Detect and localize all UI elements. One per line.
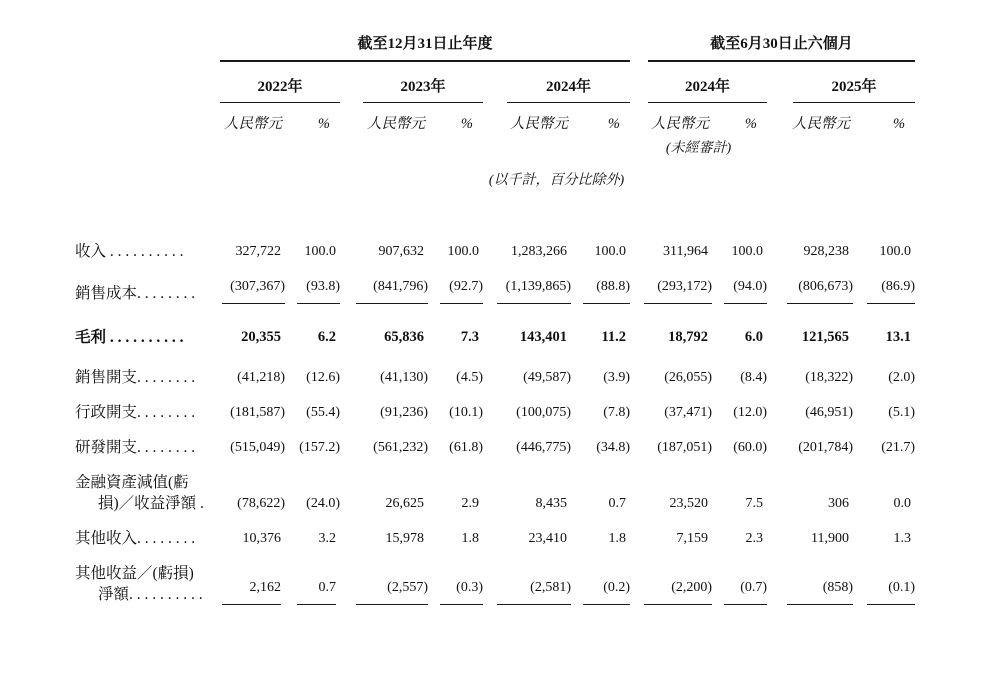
percent-cell: 2.9 [461,496,479,511]
financial-table [75,26,915,605]
percent-cell: 11.2 [601,329,627,345]
label-column-head [75,26,220,62]
value-cell: (46,951) [805,405,854,420]
value-cell: 26,625 [385,496,424,511]
scale-note-row [75,157,915,189]
row-label: 收入 . . . . . . . . . . [75,243,184,260]
value-cell: (26,055) [664,370,713,385]
value-cell: (41,130) [380,370,428,385]
table-row-other-gains-losses-net [75,549,915,605]
unit-header-amount: 人民幣元 [792,116,851,132]
value-cell: (515,049) [230,440,285,455]
unit-header-row [75,103,915,133]
row-label: 毛利 . . . . . . . . . . [75,329,184,346]
percent-cell: (92.7) [428,262,483,304]
percent-cell: (2.0) [888,370,916,385]
value-cell: (2,581) [483,549,571,605]
percent-cell: 1.8 [461,531,479,546]
unit-header-amount: 人民幣元 [651,116,710,132]
value-cell: 1,283,266 [511,244,567,259]
percent-cell: (5.1) [888,405,916,420]
header-body-spacer [75,189,915,227]
row-label: 銷售成本. . . . . . . . [75,285,196,302]
value-cell: 10,376 [242,531,281,546]
year-header-2025: 2025年 [767,62,915,103]
year-header-2023: 2023年 [340,62,483,103]
year-header-2022: 2022年 [220,62,340,103]
value-cell: 11,900 [811,531,850,546]
percent-cell: 3.2 [318,531,336,546]
period-header-interim [630,26,915,62]
table-row-other-income [75,514,915,549]
percent-cell: (86.9) [853,262,915,304]
percent-cell: 100.0 [304,244,336,259]
percent-cell: 100.0 [731,244,764,259]
value-cell: 20,355 [241,329,281,345]
value-cell: (181,587) [230,405,285,420]
table-row-gross-profit [75,304,915,353]
unit-header-amount: 人民幣元 [224,116,282,132]
percent-cell: (12.0) [733,405,768,420]
value-cell: 65,836 [384,329,424,345]
unaudited-note-row [75,133,915,157]
row-label: 銷售開支. . . . . . . . [75,369,196,386]
row-label: 其他收益／(虧損) 淨額. . . . . . . . . . [75,565,203,603]
value-cell: (41,218) [237,370,285,385]
note-unaudited: (未經審計) [665,141,732,156]
period-header-row [75,26,915,62]
value-cell: (446,775) [516,440,571,455]
note-scale: (以千計，百分比除外) [488,173,625,188]
value-cell: 306 [828,496,850,511]
year-header-2024: 2024年 [483,62,630,103]
table-row-rd-expenses [75,423,915,458]
percent-cell: (4.5) [456,370,483,385]
percent-cell: 2.3 [745,531,764,546]
percent-cell: 0.7 [608,496,627,511]
year-header-row [75,62,915,103]
value-cell: (1,139,865) [483,262,571,304]
percent-cell: 100.0 [879,244,912,259]
row-label: 其他收入. . . . . . . . [75,530,196,547]
percent-cell: 7.3 [460,329,479,345]
value-cell: 311,964 [663,244,709,259]
percent-cell: (60.0) [733,440,768,455]
percent-cell: (3.9) [603,370,631,385]
row-label: 研發開支. . . . . . . . [75,439,196,456]
table-row-cost-of-sales [75,262,915,304]
unit-header-percent: % [460,116,473,132]
percent-cell: (61.8) [449,440,483,455]
value-cell: (187,051) [657,440,713,455]
percent-cell: (94.0) [712,262,767,304]
value-cell: 327,722 [235,244,281,259]
value-cell: (841,796) [340,262,428,304]
percent-cell: (93.8) [285,262,340,304]
table-body [75,189,915,605]
value-cell: (2,557) [340,549,428,605]
percent-cell: (21.7) [881,440,916,455]
period-header-annual [220,26,630,62]
table-row-selling-expenses [75,353,915,388]
value-cell: (91,236) [380,405,428,420]
value-cell: 143,401 [519,329,567,345]
percent-cell: 1.3 [893,531,912,546]
value-cell: (307,367) [220,262,285,304]
percent-cell: 100.0 [447,244,479,259]
unit-header-amount: 人民幣元 [510,116,568,132]
value-cell: (2,200) [630,549,712,605]
percent-cell: (12.6) [306,370,340,385]
unit-header-amount: 人民幣元 [367,116,425,132]
value-cell: (18,322) [805,370,854,385]
percent-cell: (88.8) [571,262,630,304]
percent-cell: 7.5 [745,496,764,511]
percent-cell: (8.4) [740,370,768,385]
unit-header-percent: % [744,116,758,132]
unit-header-percent: % [317,116,330,132]
percent-cell: (34.8) [596,440,631,455]
period-annual-title: 截至12月31日止年度 [220,32,630,62]
value-cell: (561,232) [373,440,428,455]
percent-cell: (7.8) [603,405,631,420]
percent-cell: 6.0 [744,329,764,345]
value-cell: 15,978 [385,531,424,546]
unit-header-percent: % [607,116,621,132]
percent-cell: (0.7) [712,549,767,605]
percent-cell: (157.2) [299,440,340,455]
value-cell: (100,075) [516,405,571,420]
percent-cell: 0.0 [893,496,912,511]
percent-cell: (0.3) [428,549,483,605]
value-cell: 18,792 [668,329,709,345]
value-cell: (293,172) [630,262,712,304]
percent-cell: (10.1) [449,405,483,420]
value-cell: (78,622) [237,496,285,511]
percent-cell: (55.4) [306,405,340,420]
percent-cell: 6.2 [317,329,336,345]
period-interim-title: 截至6月30日止六個月 [648,32,915,62]
value-cell: 23,410 [528,531,567,546]
value-cell: 928,238 [803,244,850,259]
percent-cell: 13.1 [885,329,912,345]
value-cell: (806,673) [767,262,853,304]
value-cell: 8,435 [535,496,567,511]
value-cell: (37,471) [664,405,713,420]
percent-cell: 1.8 [608,531,627,546]
row-label: 行政開支. . . . . . . . [75,404,196,421]
percent-cell: 0.7 [285,549,340,605]
value-cell: (858) [767,549,853,605]
table-row-impairment-net [75,458,915,514]
row-label: 金融資產減值(虧 損)／收益淨額 . [75,474,204,512]
value-cell: (49,587) [523,370,571,385]
value-cell: 23,520 [669,496,709,511]
value-cell: 2,162 [220,549,285,605]
percent-cell: (0.2) [571,549,630,605]
value-cell: 907,632 [378,244,424,259]
percent-cell: (0.1) [853,549,915,605]
percent-cell: (24.0) [306,496,340,511]
value-cell: 121,565 [801,329,850,345]
unit-header-percent: % [892,116,906,132]
table-row-admin-expenses [75,388,915,423]
value-cell: 7,159 [676,531,709,546]
percent-cell: 100.0 [594,244,627,259]
year-header-2024-interim: 2024年 [630,62,767,103]
table-row-revenue [75,227,915,262]
value-cell: (201,784) [798,440,854,455]
